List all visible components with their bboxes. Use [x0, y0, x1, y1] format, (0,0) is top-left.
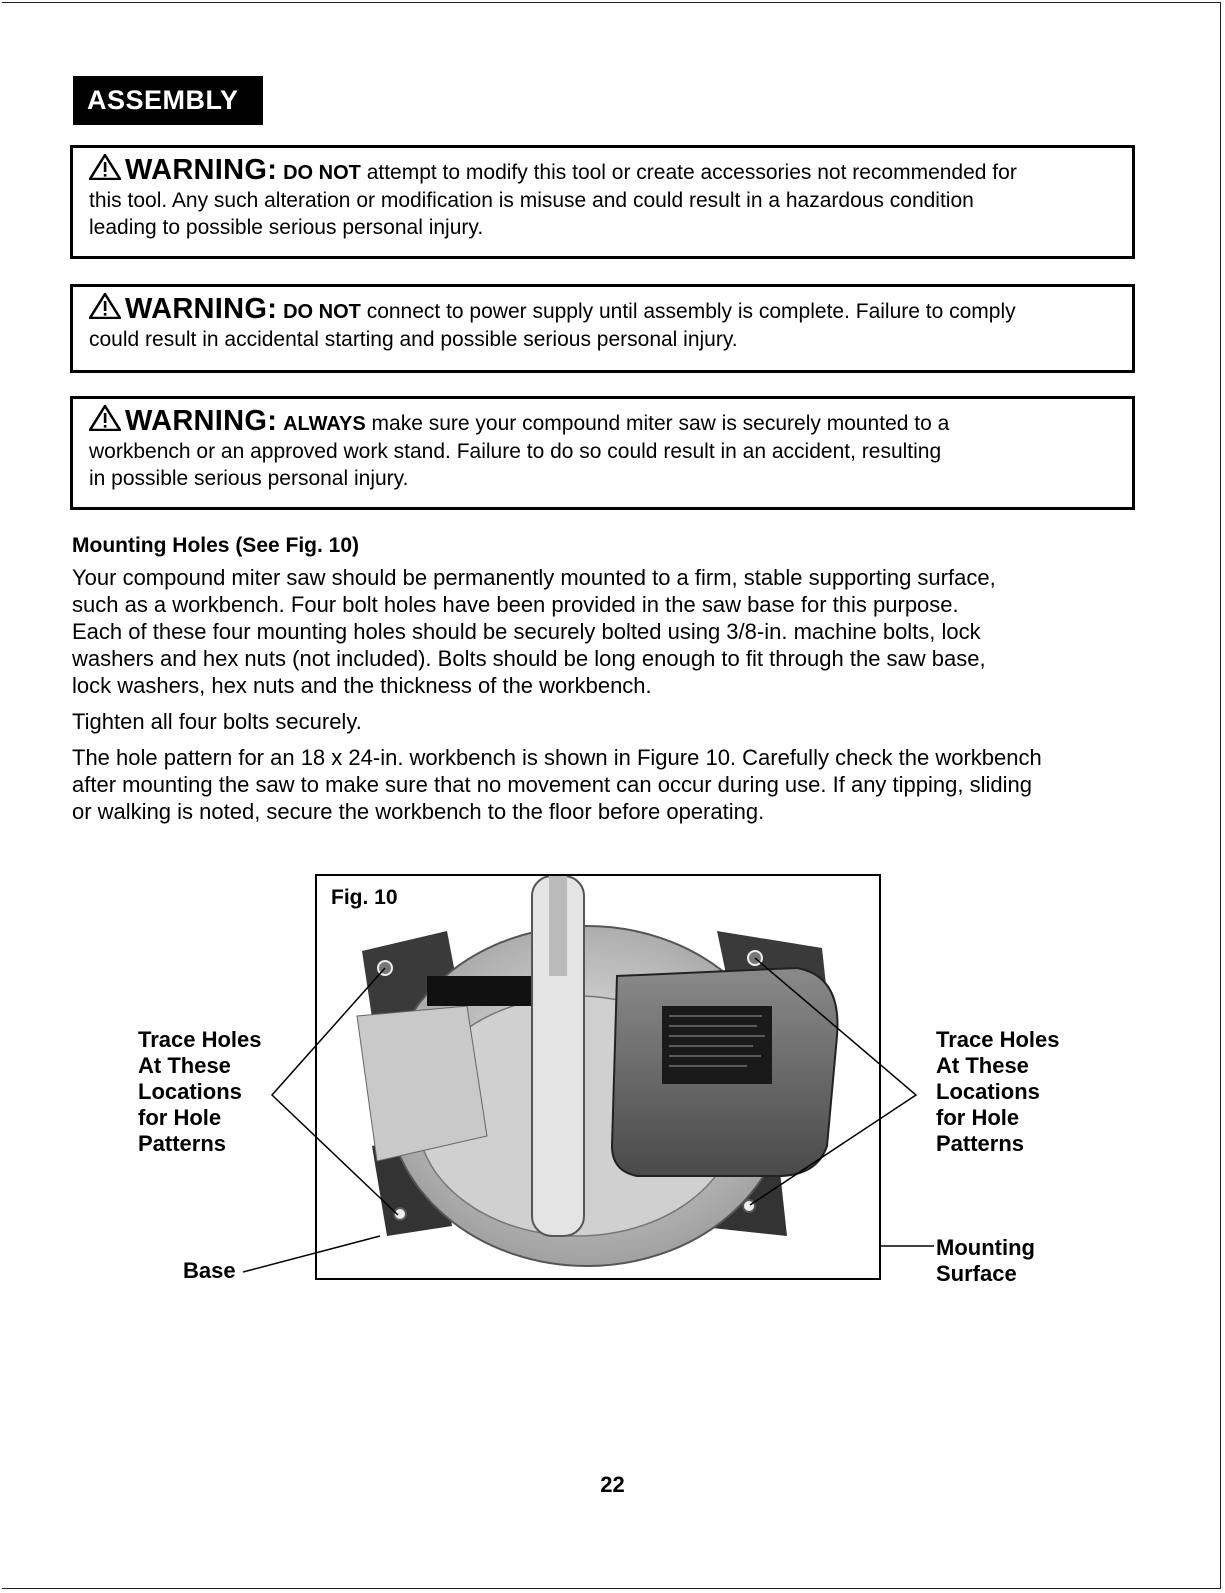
section-heading: Mounting Holes (See Fig. 10): [72, 534, 360, 557]
mounting-section: [72, 532, 1147, 834]
text-line: after mounting the saw to make sure that no movement can occur during use. If any tipping, sliding: [72, 772, 1032, 797]
warning-emphasis: DO NOT: [283, 301, 361, 323]
warning-text: in possible serious personal injury.: [89, 467, 409, 490]
warning-box-modify: [70, 145, 1135, 259]
warning-text: connect to power supply until assembly is complete. Failure to comply: [366, 300, 1016, 323]
warning-triangle-icon: [89, 405, 121, 431]
paragraph-hole-pattern: [72, 744, 1147, 825]
paragraph-tighten: Tighten all four bolts securely.: [72, 709, 362, 734]
section-title: ASSEMBLY: [73, 76, 263, 125]
figure-label: Fig. 10: [331, 886, 398, 909]
fence-left: [357, 1006, 487, 1161]
mounting-hole-front-left: [394, 1208, 406, 1220]
warning-emphasis: ALWAYS: [283, 413, 366, 435]
mounting-hole-front-right: [743, 1200, 755, 1212]
figure-10: [315, 874, 881, 1280]
warning-text: this tool. Any such alteration or modification is misuse and could result in a hazardous condition: [89, 189, 974, 212]
callout-trace-holes-right: Trace Holes At These Locations for Hole Patterns: [936, 1027, 1060, 1156]
handle: [549, 876, 567, 976]
warning-text: attempt to modify this tool or create accessories not recommended for: [366, 161, 1017, 184]
paragraph-mounting: [72, 564, 1147, 699]
warning-text: could result in accidental starting and possible serious personal injury.: [89, 328, 738, 351]
motor-label-plate: [662, 1006, 772, 1084]
miter-saw-illustration: [317, 876, 879, 1278]
text-line: Your compound miter saw should be permanently mounted to a firm, stable supporting surface,: [72, 565, 996, 590]
text-line: lock washers, hex nuts and the thickness of the workbench.: [72, 673, 652, 698]
warning-text: make sure your compound miter saw is securely mounted to a: [371, 412, 950, 435]
warning-box-power: [70, 284, 1135, 373]
warning-text: leading to possible serious personal injury.: [89, 216, 484, 239]
text-line: or walking is noted, secure the workbench to the floor before operating.: [72, 799, 765, 824]
mounting-hole-rear-right: [748, 951, 762, 965]
warning-emphasis: DO NOT: [283, 162, 361, 184]
warning-label: WARNING:: [125, 154, 278, 186]
callout-base: Base: [183, 1258, 236, 1283]
callout-mounting-surface: Mounting Surface: [936, 1235, 1035, 1286]
warning-box-mounting: [70, 396, 1135, 510]
mounting-hole-rear-left: [378, 961, 392, 975]
text-line: washers and hex nuts (not included). Bolts should be long enough to fit through the saw base,: [72, 646, 986, 671]
warning-text: workbench or an approved work stand. Failure to do so could result in an accident, resulting: [89, 440, 942, 463]
text-line: such as a workbench. Four bolt holes have been provided in the saw base for this purpose.: [72, 592, 959, 617]
warning-triangle-icon: [89, 293, 121, 319]
text-line: The hole pattern for an 18 x 24-in. workbench is shown in Figure 10. Carefully check the workbench: [72, 745, 1042, 770]
warning-label: WARNING:: [125, 405, 278, 437]
text-line: Each of these four mounting holes should be securely bolted using 3/8-in. machine bolts, lock: [72, 619, 981, 644]
callout-trace-holes-left: Trace Holes At These Locations for Hole Patterns: [138, 1027, 262, 1156]
warning-triangle-icon: [89, 154, 121, 180]
warning-label: WARNING:: [125, 293, 278, 325]
page-number: 22: [600, 1472, 625, 1497]
